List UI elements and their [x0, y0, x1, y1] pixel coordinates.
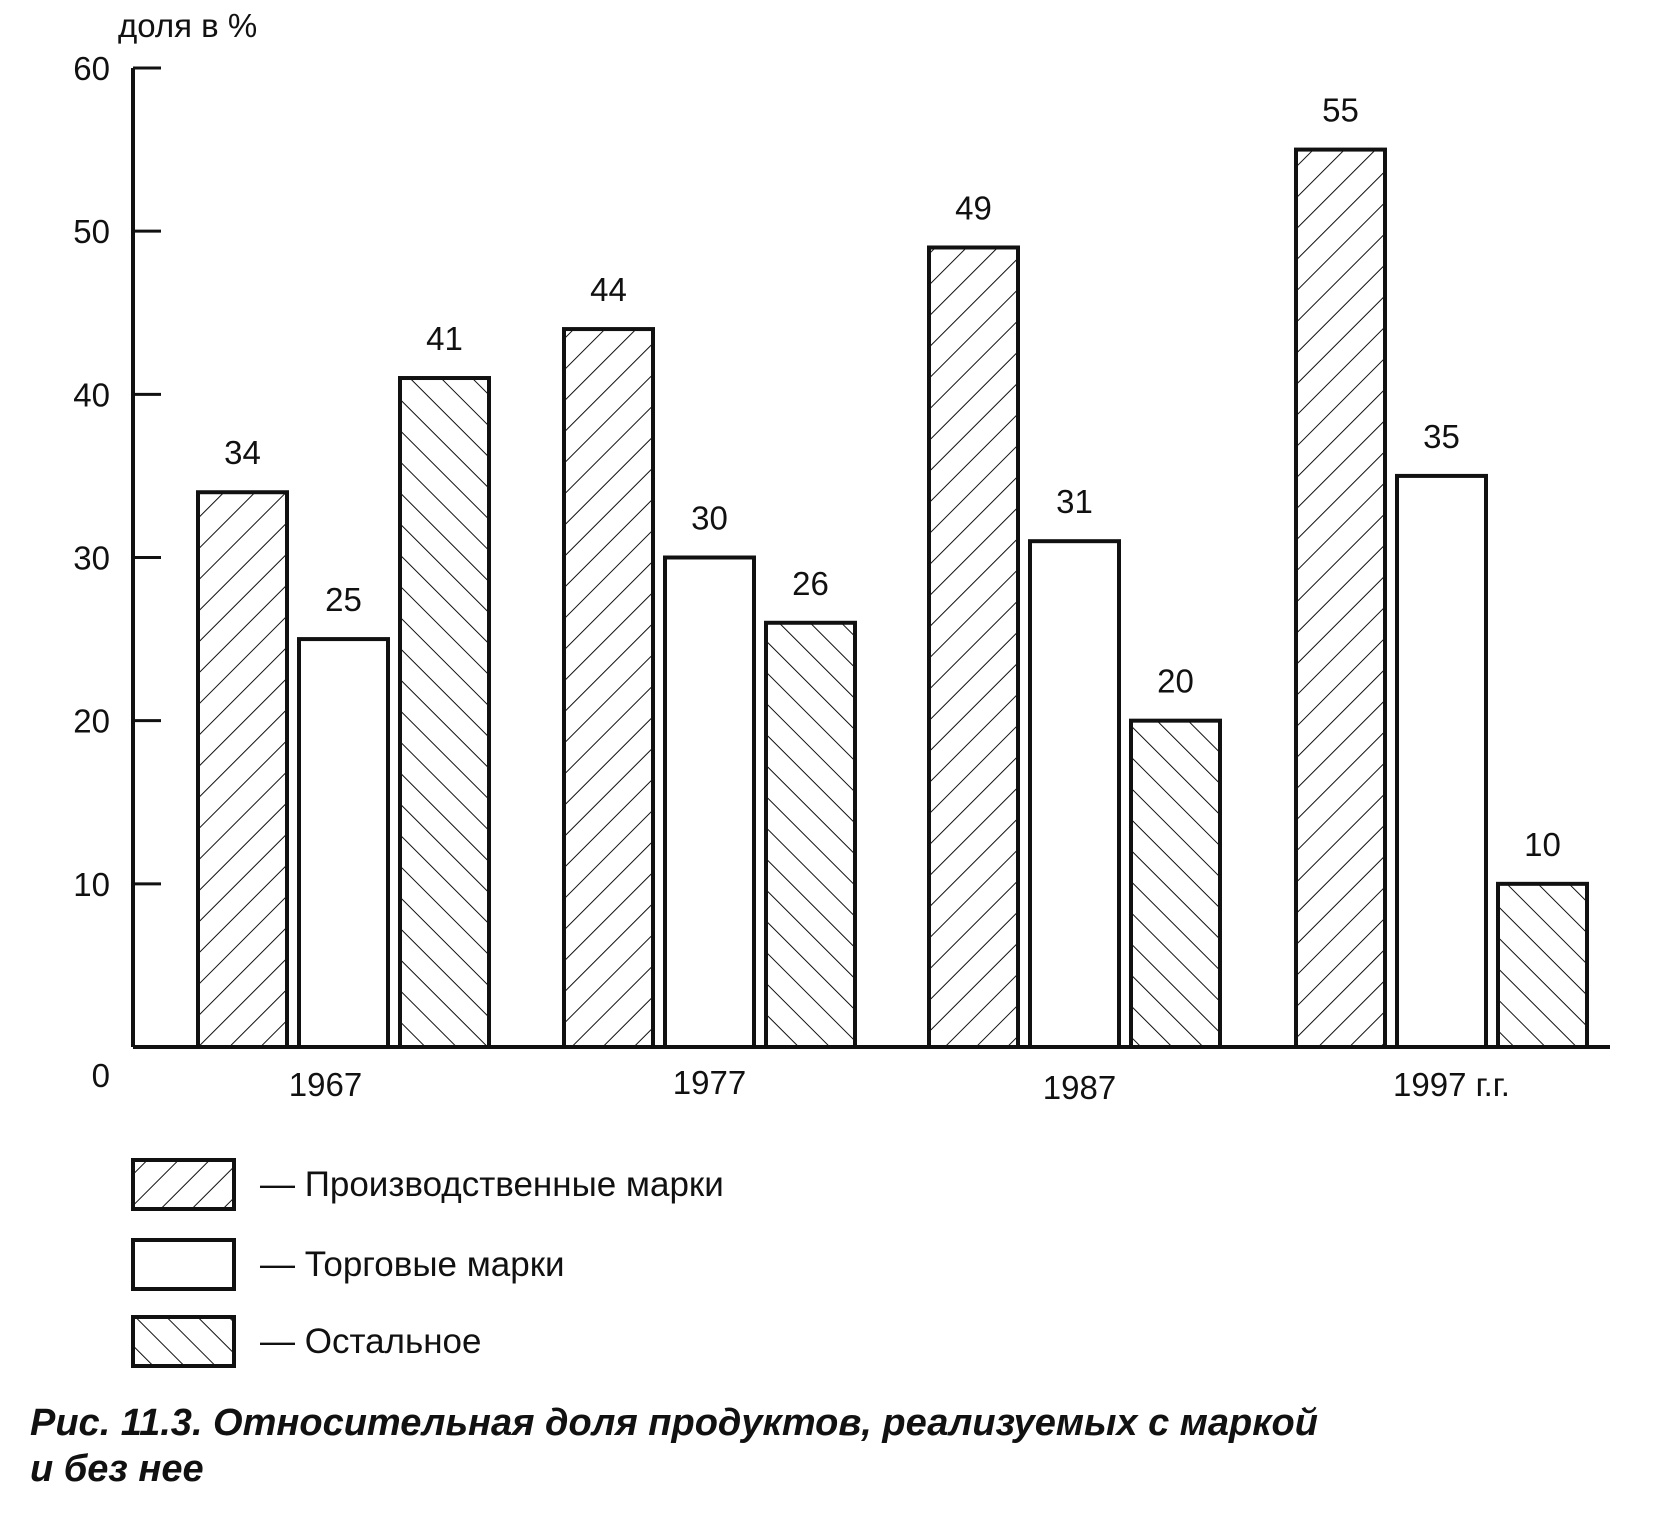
- bar-value-label: 30: [691, 499, 728, 537]
- bar-1967-series-3: [400, 378, 489, 1047]
- bar-1977-series-2: [665, 558, 754, 1048]
- caption-line-1: Рис. 11.3. Относительная доля продуктов, реализуемых с маркой: [30, 1402, 1318, 1444]
- bar-1997-series-1: [1296, 150, 1385, 1047]
- y-tick-label: 50: [73, 213, 110, 251]
- bar-1977-series-3: [766, 623, 855, 1047]
- bar-1967-series-2: [299, 639, 388, 1047]
- legend-swatch-series-3: [133, 1317, 234, 1366]
- bar-value-label: 20: [1157, 662, 1194, 700]
- x-category-label: 1987: [1042, 1069, 1117, 1106]
- bar-value-label: 55: [1322, 91, 1359, 129]
- y-axis: [73, 50, 161, 1094]
- x-axis: [133, 1047, 1610, 1106]
- legend-label-series-1: — Производственные марки: [260, 1165, 724, 1204]
- x-category-label: 1977: [672, 1064, 747, 1101]
- y-axis-label: доля в %: [118, 7, 258, 44]
- bar-1987-series-2: [1030, 541, 1119, 1047]
- bar-1987-series-1: [929, 247, 1018, 1047]
- legend-label-series-2: — Торговые марки: [260, 1245, 565, 1284]
- y-tick-label: 0: [91, 1057, 110, 1094]
- x-category-label: 1997 г.г.: [1393, 1066, 1510, 1103]
- bar-value-label: 26: [792, 564, 829, 602]
- caption-line-2: и без нее: [30, 1448, 204, 1490]
- bar-value-label: 10: [1524, 825, 1561, 863]
- y-tick-label: 40: [73, 376, 110, 414]
- legend: [133, 1160, 724, 1366]
- bar-1967-series-1: [198, 492, 287, 1047]
- y-tick-label: 10: [73, 865, 110, 903]
- legend-label-series-3: — Остальное: [260, 1322, 482, 1361]
- y-tick-label: 20: [73, 702, 110, 740]
- bar-value-label: 35: [1423, 417, 1460, 455]
- bar-value-label: 49: [955, 189, 992, 227]
- bar-value-label: 44: [590, 271, 627, 309]
- bar-value-label: 34: [224, 434, 261, 472]
- bars: [198, 92, 1587, 1047]
- bar-value-label: 25: [325, 581, 362, 619]
- legend-swatch-series-2: [133, 1240, 234, 1289]
- bar-1997-series-3: [1498, 884, 1587, 1047]
- bar-value-label: 31: [1056, 483, 1093, 521]
- legend-swatch-series-1: [133, 1160, 234, 1209]
- bar-1997-series-2: [1397, 476, 1486, 1047]
- y-tick-label: 60: [73, 50, 110, 87]
- x-category-label: 1967: [288, 1066, 363, 1103]
- bar-1977-series-1: [564, 329, 653, 1047]
- figure-caption: [30, 1400, 1650, 1492]
- bar-value-label: 41: [426, 320, 463, 358]
- y-tick-label: 30: [73, 539, 110, 577]
- bar-1987-series-3: [1131, 721, 1220, 1047]
